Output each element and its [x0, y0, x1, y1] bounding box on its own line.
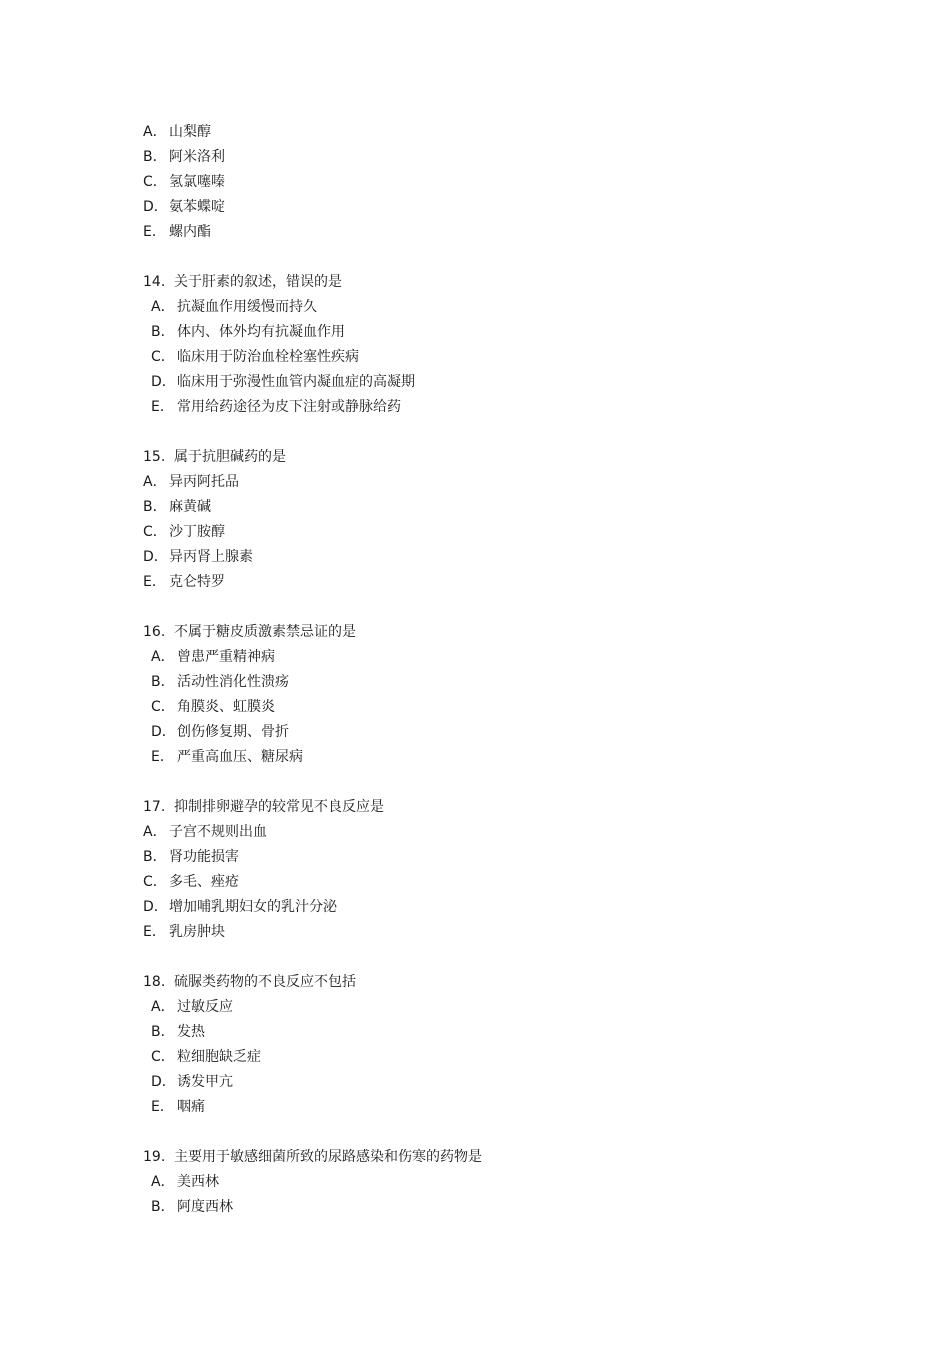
option-letter: C． — [143, 174, 167, 190]
option-text: 体内、体外均有抗凝血作用 — [177, 324, 345, 340]
option-line — [143, 670, 843, 695]
option-line — [143, 570, 843, 595]
option-line — [143, 495, 843, 520]
question-number: 18. — [143, 974, 166, 990]
option-line — [143, 820, 843, 845]
spacer — [143, 770, 843, 795]
option-letter: A． — [151, 299, 175, 315]
option-line — [143, 470, 843, 495]
option-text: 阿度西林 — [177, 1199, 233, 1215]
option-letter: A． — [151, 1174, 175, 1190]
option-text: 克仑特罗 — [169, 574, 225, 590]
option-letter: A． — [151, 999, 175, 1015]
option-text: 阿米洛利 — [169, 149, 225, 165]
option-line — [143, 1070, 843, 1095]
option-letter: E． — [151, 749, 174, 765]
option-letter: E． — [143, 924, 166, 940]
option-text: 异丙阿托品 — [169, 474, 239, 490]
option-letter: B． — [151, 1199, 175, 1215]
option-letter: B． — [143, 849, 167, 865]
option-text: 多毛、痤疮 — [169, 874, 239, 890]
option-text: 严重高血压、糖尿病 — [177, 749, 303, 765]
option-line — [143, 645, 843, 670]
option-letter: E． — [143, 574, 166, 590]
question-18 — [143, 970, 843, 1120]
option-text: 子宫不规则出血 — [169, 824, 267, 840]
question-stem — [143, 270, 843, 295]
option-text: 发热 — [177, 1024, 205, 1040]
option-line — [143, 545, 843, 570]
option-text: 活动性消化性溃疡 — [177, 674, 289, 690]
option-line — [143, 1170, 843, 1195]
option-letter: B． — [143, 149, 167, 165]
option-text: 创伤修复期、骨折 — [177, 724, 289, 740]
option-line — [143, 170, 843, 195]
option-line — [143, 720, 843, 745]
option-text: 沙丁胺醇 — [169, 524, 225, 540]
option-letter: D． — [151, 374, 176, 390]
option-line — [143, 370, 843, 395]
option-text: 乳房肿块 — [169, 924, 225, 940]
option-line — [143, 1195, 843, 1220]
option-letter: A． — [143, 824, 167, 840]
option-letter: D． — [151, 1074, 176, 1090]
option-text: 抗凝血作用缓慢而持久 — [177, 299, 317, 315]
option-letter: D． — [143, 549, 168, 565]
question-14 — [143, 270, 843, 420]
question-number: 17. — [143, 799, 166, 815]
option-text: 过敏反应 — [177, 999, 233, 1015]
option-text: 山梨醇 — [169, 124, 211, 140]
option-letter: C． — [151, 349, 175, 365]
option-letter: E． — [143, 224, 166, 240]
option-text: 增加哺乳期妇女的乳汁分泌 — [169, 899, 337, 915]
option-letter: C． — [143, 874, 167, 890]
option-letter: A． — [143, 124, 167, 140]
question-text: 主要用于敏感细菌所致的尿路感染和伤寒的药物是 — [174, 1149, 482, 1165]
option-text: 肾功能损害 — [169, 849, 239, 865]
question-15 — [143, 445, 843, 595]
option-line — [143, 845, 843, 870]
question-text: 硫脲类药物的不良反应不包括 — [174, 974, 356, 990]
question-stem — [143, 970, 843, 995]
option-line — [143, 195, 843, 220]
option-text: 美西林 — [177, 1174, 219, 1190]
option-line — [143, 1045, 843, 1070]
option-letter: B． — [151, 1024, 175, 1040]
option-text: 曾患严重精神病 — [177, 649, 275, 665]
option-line — [143, 695, 843, 720]
spacer — [143, 595, 843, 620]
question-stem — [143, 620, 843, 645]
option-text: 常用给药途径为皮下注射或静脉给药 — [177, 399, 401, 415]
question-text: 不属于糖皮质激素禁忌证的是 — [174, 624, 356, 640]
continuation-options — [143, 120, 843, 245]
question-number: 14. — [143, 274, 166, 290]
question-19 — [143, 1145, 843, 1220]
question-stem — [143, 795, 843, 820]
option-text: 诱发甲亢 — [177, 1074, 233, 1090]
question-text: 抑制排卵避孕的较常见不良反应是 — [174, 799, 384, 815]
question-number: 15. — [143, 449, 166, 465]
spacer — [143, 945, 843, 970]
option-text: 粒细胞缺乏症 — [177, 1049, 261, 1065]
option-text: 氢氯噻嗪 — [169, 174, 225, 190]
option-line — [143, 1020, 843, 1045]
option-text: 螺内酯 — [169, 224, 211, 240]
option-text: 临床用于防治血栓栓塞性疾病 — [177, 349, 359, 365]
option-letter: D． — [143, 899, 168, 915]
option-letter: D． — [143, 199, 168, 215]
option-letter: E． — [151, 399, 174, 415]
option-line — [143, 145, 843, 170]
option-text: 临床用于弥漫性血管内凝血症的高凝期 — [177, 374, 415, 390]
option-text: 咽痛 — [177, 1099, 205, 1115]
option-letter: A． — [143, 474, 167, 490]
option-text: 角膜炎、虹膜炎 — [177, 699, 275, 715]
question-number: 16. — [143, 624, 166, 640]
option-letter: B． — [151, 674, 175, 690]
option-line — [143, 220, 843, 245]
spacer — [143, 245, 843, 270]
question-text: 属于抗胆碱药的是 — [174, 449, 286, 465]
option-letter: E． — [151, 1099, 174, 1115]
option-letter: D． — [151, 724, 176, 740]
spacer — [143, 420, 843, 445]
option-letter: C． — [151, 1049, 175, 1065]
spacer — [143, 1120, 843, 1145]
option-letter: C． — [151, 699, 175, 715]
question-stem — [143, 445, 843, 470]
option-line — [143, 320, 843, 345]
option-letter: A． — [151, 649, 175, 665]
option-letter: C． — [143, 524, 167, 540]
option-line — [143, 745, 843, 770]
option-text: 氨苯蝶啶 — [169, 199, 225, 215]
option-letter: B． — [151, 324, 175, 340]
option-text: 异丙肾上腺素 — [169, 549, 253, 565]
option-letter: B． — [143, 499, 167, 515]
option-line — [143, 295, 843, 320]
question-content — [143, 120, 843, 1220]
option-text: 麻黄碱 — [169, 499, 211, 515]
option-line — [143, 995, 843, 1020]
option-line — [143, 870, 843, 895]
option-line — [143, 120, 843, 145]
option-line — [143, 395, 843, 420]
question-stem — [143, 1145, 843, 1170]
option-line — [143, 920, 843, 945]
option-line — [143, 345, 843, 370]
option-line — [143, 895, 843, 920]
question-16 — [143, 620, 843, 770]
question-17 — [143, 795, 843, 945]
question-text: 关于肝素的叙述，错误的是 — [174, 274, 342, 290]
question-number: 19. — [143, 1149, 166, 1165]
option-line — [143, 1095, 843, 1120]
option-line — [143, 520, 843, 545]
